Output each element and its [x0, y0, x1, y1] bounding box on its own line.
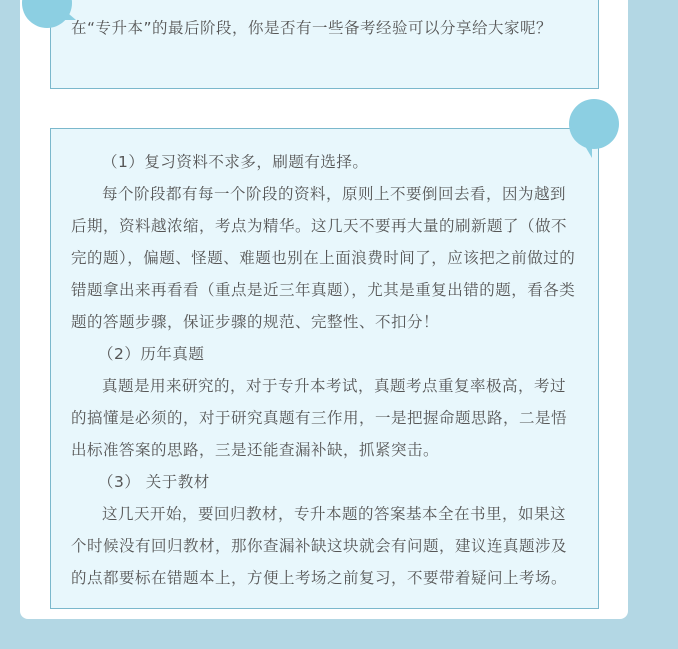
answer-heading-2: （2）历年真题: [98, 345, 205, 363]
answer-heading-1: （1）复习资料不求多，刷题有选择。: [102, 153, 369, 171]
speech-bubble-tail: [582, 141, 592, 158]
answer-box: [50, 128, 599, 609]
answer-paragraph-3: 这几天开始，要回归教材，专升本题的答案基本全在书里，如果这个时候没有回归教材，那你查漏补缺这块就会有问题，建议连真题涉及的点都要标在错题本上，方便上考场之前复习，不要带着疑问上考场。: [71, 505, 568, 587]
answer-heading-3: （3） 关于教材: [98, 473, 210, 491]
answer-paragraph-1: 每个阶段都有每一个阶段的资料，原则上不要倒回去看，因为越到后期，资料越浓缩，考点为精华。这几天不要再大量的刷新题了（做不完的题），偏题、怪题、难题也别在上面浪费时间了，应该把之前做过的错题拿出来再看看（重点是近三年真题），尤其是重复出错的题，看各类题的答题步骤，保证步骤的规范、完整性、不扣分！: [71, 185, 576, 331]
question-text: 在“专升本”的最后阶段，你是否有一些备考经验可以分享给大家呢？: [71, 19, 553, 37]
content-card: [20, 0, 628, 619]
question-box: [50, 0, 599, 89]
speech-bubble-icon: [569, 99, 619, 149]
speech-bubble-tail: [62, 8, 76, 20]
answer-paragraph-2: 真题是用来研究的，对于专升本考试，真题考点重复率极高，考过的搞懂是必须的，对于研究真题有三作用，一是把握命题思路，二是悟出标准答案的思路，三是还能查漏补缺，抓紧突击。: [71, 377, 568, 459]
